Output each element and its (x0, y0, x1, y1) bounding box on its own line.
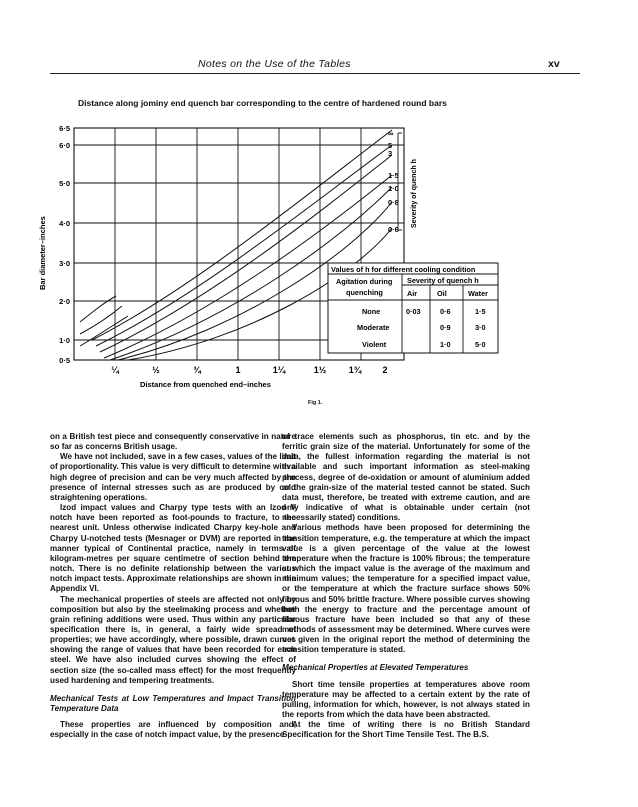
jominy-chart (0, 0, 638, 400)
curve-label: 3 (388, 149, 393, 158)
curve-label: 0·6 (388, 225, 399, 234)
table-row-label: Moderate (357, 323, 390, 332)
table-row-label: None (362, 307, 381, 316)
section-heading: Mechanical Tests at Low Temperatures and Impact Transition Temperature Data (50, 693, 296, 714)
figure-caption: Fig 1. (308, 400, 323, 406)
x-tick: 2 (382, 365, 388, 375)
table-cell: 5·0 (475, 340, 486, 349)
left-column (50, 432, 296, 741)
y-tick: 1·0 (59, 336, 70, 345)
x-tick: 1¾ (348, 365, 362, 375)
cooling-table (328, 263, 498, 353)
y-tick: 5·0 (59, 179, 70, 188)
y-tick: 2·0 (59, 297, 70, 306)
figure-top-label: Distance along jominy end quench bar corresponding to the centre of hardened round bars (78, 98, 447, 108)
lower-curve-b (80, 306, 122, 334)
table-subheader: Air (407, 289, 418, 298)
table-row-label: Violent (362, 340, 387, 349)
severity-axis-label: Severity of quench h (411, 159, 418, 228)
y-tick: 6·5 (59, 124, 70, 133)
paragraph: Izod impact values and Charpy type tests with an Izod V notch have been reported as foot-pounds to fracture, to the nearest unit. Unless otherwise indicated Charpy key-hole and Charpy U-notched tests (Mesnager or DVM) are reported in the manner typical of Continental practice, namely in terms of kilogram-metres per square centimetre of section behind the notch. There is no definite relationship between the various notch impact tests. Approximate relationships are shown in the Appendix VI. (50, 503, 296, 594)
lower-curve-a (80, 296, 116, 322)
section-heading: Mechanical Properties at Elevated Temperatures (282, 663, 469, 673)
table-subheader: Oil (437, 289, 447, 298)
y-tick: 0·5 (59, 356, 70, 365)
table-cell: 0·9 (440, 323, 451, 332)
y-axis-label: Bar diameter–inches (38, 216, 47, 290)
paragraph: At the time of writing there is no British Standard Specification for the Short Time Tensile Test. The B.S. (282, 720, 530, 740)
table-title: Values of h for different cooling condition (331, 265, 476, 274)
paragraph: on a British test piece and consequently conservative in nature so far as concerns British usage. (50, 432, 296, 452)
paragraph: Various methods have been proposed for determining the transition temperature, e.g. the temperature at which the impact value is a given percentage of the value at the lowest temperature when the fracture is 100% fibrous; the temperature at which the impact value is the average of the maximum and minimum values; the temperature for a specified impact value, or the temperature at which the fracture surface shows 50% fibrous and 50% brittle fracture. Where possible curves showing both the energy to fracture and the percentage amount of fibrous fracture have been included so that any of these methods of assessment may be determined. Where curves were not given in the original report the method of determining the transition temperature is stated. (282, 523, 530, 655)
table-col1-header: quenching (346, 288, 383, 297)
y-tick: 3·0 (59, 259, 70, 268)
table-subheader: Water (468, 289, 489, 298)
paragraph: Short time tensile properties at temperatures above room temperature may be affected to a certain extent by the rate of pulling, information for which, however, is not always stated in the reports from which the data have been abstracted. (282, 679, 530, 720)
paragraph: These properties are influenced by composition and, especially in the case of notch impact value, by the presence (50, 720, 296, 740)
page-number: xv (548, 58, 560, 70)
severity-bracket (398, 133, 402, 230)
table-col1-header: Agitation during (336, 277, 393, 286)
x-tick: 1½ (313, 365, 327, 375)
y-tick: 4·0 (59, 219, 70, 228)
paragraph: The mechanical properties of steels are affected not only by composition but also by the steelmaking process and whether grain refining additions were used. Thus within any particular specification there is, in general, a fairly wide spread of properties; we have accordingly, where possible, drawn curves showing the range of values that have been recorded for each steel. We have also included curves showing the effect of section size (the so-called mass effect) for the most frequently used hardening and tempering treatments. (50, 594, 296, 685)
x-tick: 1 (235, 365, 241, 375)
running-title: Notes on the Use of the Tables (198, 58, 351, 70)
table-col2-header: Severity of quench h (407, 276, 479, 285)
table-cell: 3·0 (475, 323, 486, 332)
right-column (282, 432, 530, 741)
table-cell: 0·03 (406, 307, 421, 316)
x-tick: ½ (152, 365, 160, 375)
paragraph: We have not included, save in a few cases, values of the limit of proportionality. This value is very difficult to determine with a high degree of precision and can be very much affected by the presence of internal stresses such as are produced by cold straightening operations. (50, 452, 296, 502)
curve-label: 1·0 (388, 184, 399, 193)
x-tick: ¾ (193, 365, 201, 375)
table-cell: 1·0 (440, 340, 451, 349)
x-axis-label: Distance from quenched end–inches (140, 380, 271, 389)
table-cell: 1·5 (475, 307, 486, 316)
curve-label: 5 (388, 141, 393, 150)
curve-label: 0·8 (388, 198, 399, 207)
table-cell: 0·6 (440, 307, 451, 316)
x-tick: ¼ (111, 365, 119, 375)
x-tick: 1¼ (272, 365, 286, 375)
curve-label: 1·5 (388, 171, 399, 180)
paragraph: of trace elements such as phosphorus, tin etc. and by the ferritic grain size of the material. Unfortunately for some of the data, the fullest information regarding the material is not available and such important information as steel-making process, degree of de-oxidation or amount of aluminium added or the grain-size of the material tested cannot be stated. Such data must, therefore, be treated with extreme caution, and are only indicative of what is obtainable under certain (not necessarily stated) conditions. (282, 432, 530, 523)
curve-label: ∞ (388, 129, 394, 138)
y-tick: 6·0 (59, 141, 70, 150)
